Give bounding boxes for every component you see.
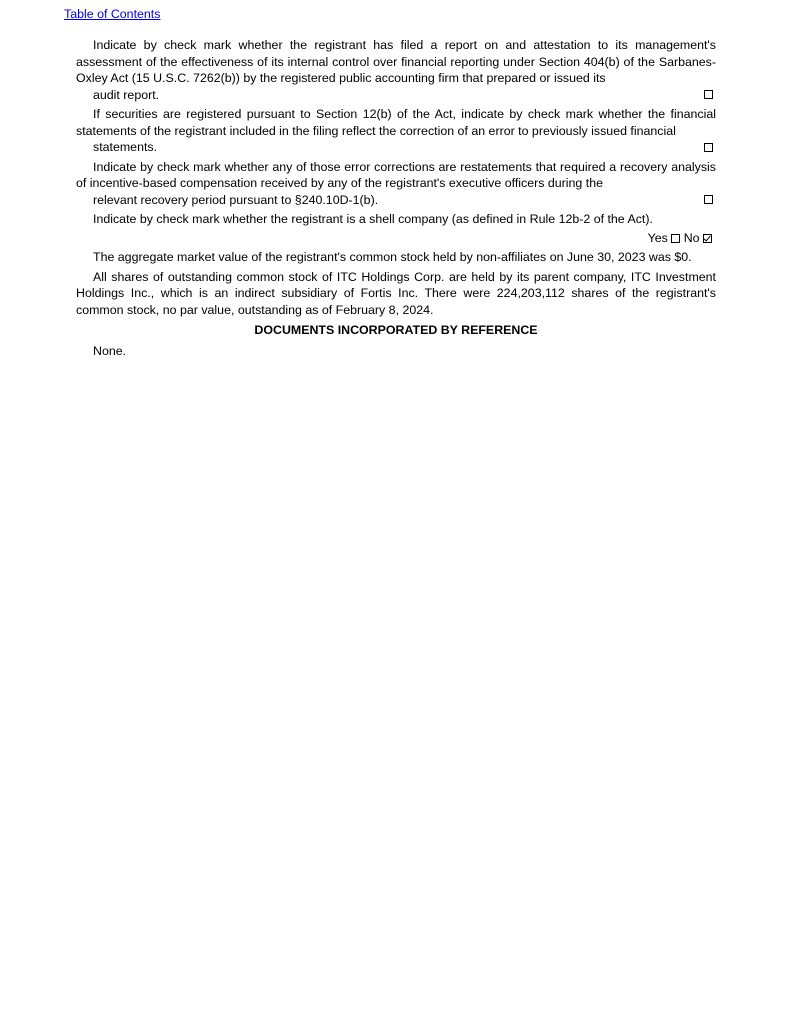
restatement-checkbox[interactable] <box>704 195 713 204</box>
restatement-paragraph <box>76 159 716 209</box>
icfr-attestation-checkbox[interactable] <box>704 90 713 99</box>
restatement-last-line <box>76 192 716 209</box>
shell-company-no-label: No <box>683 230 700 245</box>
restatement-text: Indicate by check mark whether any of those error corrections are restatements that required a recovery analysis of incentive-based compensation received by any of the registrant's executive officers during the <box>76 159 716 190</box>
icfr-attestation-last-line <box>76 87 716 104</box>
shell-company-paragraph: Indicate by check mark whether the registrant is a shell company (as defined in Rule 12b-2 of the Act). <box>93 212 653 226</box>
documents-incorporated-value: None. <box>93 343 127 358</box>
documents-incorporated-heading: DOCUMENTS INCORPORATED BY REFERENCE <box>254 323 538 337</box>
error-correction-last-text: statements. <box>93 140 158 154</box>
document-body <box>76 37 716 359</box>
market-value-paragraph: The aggregate market value of the registrant's common stock held by non-affiliates on June 30, 2023 was $0. <box>93 250 692 264</box>
restatement-last-text: relevant recovery period pursuant to §240.10D-1(b). <box>93 192 379 207</box>
shell-company-yes-checkbox[interactable] <box>671 234 680 243</box>
icfr-attestation-text: Indicate by check mark whether the registrant has filed a report on and attestation to its management's assessment of the effectiveness of its internal control over financial reporting under Section 404(b) of the Sarbanes-Oxley Act (15 U.S.C. 7262(b)) by the registered public accounting firm that prepared or issued its <box>76 38 716 85</box>
error-correction-checkbox[interactable] <box>704 143 713 152</box>
shell-company-yes-label: Yes <box>647 230 668 245</box>
shell-company-no-checkbox[interactable] <box>703 234 712 243</box>
table-of-contents-link[interactable]: Table of Contents <box>64 7 161 21</box>
outstanding-shares-paragraph: All shares of outstanding common stock of ITC Holdings Corp. are held by its parent company, ITC Investment Holdings Inc., which is an indirect subsidiary of Fortis Inc. There were 224,203,112 shares of the registrant's common stock, no par value, outstanding as of February 8, 2024. <box>76 269 716 317</box>
error-correction-text: If securities are registered pursuant to Section 12(b) of the Act, indicate by check mark whether the financial statements of the registrant included in the filing reflect the correction of an error to previously issued financial <box>76 107 716 138</box>
shell-company-options <box>76 230 712 247</box>
icfr-attestation-last-text: audit report. <box>93 87 160 102</box>
error-correction-paragraph <box>76 106 716 156</box>
icfr-attestation-paragraph <box>76 37 716 103</box>
error-correction-last-line <box>76 139 716 156</box>
